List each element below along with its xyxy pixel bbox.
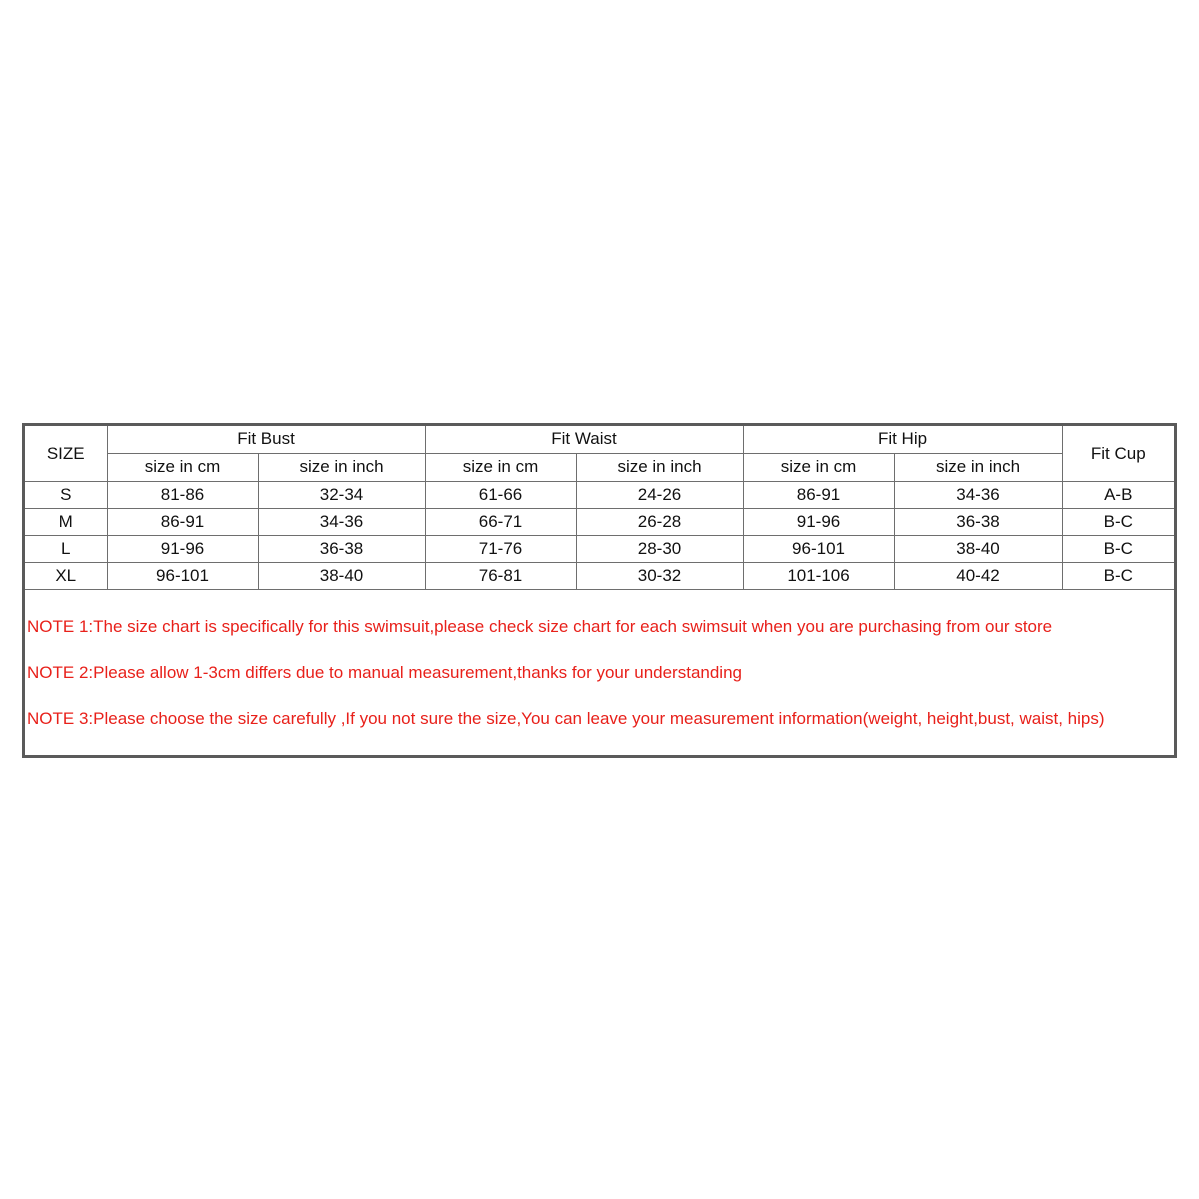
cup-cell: B-C xyxy=(1062,563,1174,590)
table-row xyxy=(25,536,1174,563)
bust-cm-cell: 81-86 xyxy=(107,482,258,509)
note-2: NOTE 2:Please allow 1-3cm differs due to manual measurement,thanks for your understanding xyxy=(27,663,742,682)
subheader-hip-inch: size in inch xyxy=(894,453,1062,481)
hip-inch-cell: 38-40 xyxy=(894,536,1062,563)
subheader-bust-cm: size in cm xyxy=(107,453,258,481)
size-cell: M xyxy=(25,509,107,536)
subheader-hip-cm: size in cm xyxy=(743,453,894,481)
note-1: NOTE 1:The size chart is specifically for this swimsuit,please check size chart for each swimsuit when you are purchasing from our store xyxy=(27,617,1053,636)
size-table xyxy=(25,426,1174,590)
cup-cell: B-C xyxy=(1062,509,1174,536)
table-row xyxy=(25,482,1174,509)
table-header-row xyxy=(25,426,1174,453)
subheader-waist-cm: size in cm xyxy=(425,453,576,481)
size-cell: XL xyxy=(25,563,107,590)
cup-header: Fit Cup xyxy=(1062,426,1174,482)
table-subheader-row xyxy=(25,453,1174,481)
size-cell: S xyxy=(25,482,107,509)
group-header-waist: Fit Waist xyxy=(425,426,743,453)
note-3: NOTE 3:Please choose the size carefully ,If you not sure the size,You can leave your measurement information(weight, height,bust, waist, hips) xyxy=(27,709,1105,728)
subheader-waist-inch: size in inch xyxy=(576,453,743,481)
table-row xyxy=(25,509,1174,536)
waist-inch-cell: 26-28 xyxy=(576,509,743,536)
hip-cm-cell: 86-91 xyxy=(743,482,894,509)
subheader-bust-inch: size in inch xyxy=(258,453,425,481)
size-header: SIZE xyxy=(25,426,107,482)
cup-cell: B-C xyxy=(1062,536,1174,563)
group-header-hip: Fit Hip xyxy=(743,426,1062,453)
group-header-bust: Fit Bust xyxy=(107,426,425,453)
waist-cm-cell: 66-71 xyxy=(425,509,576,536)
size-chart xyxy=(22,423,1177,758)
hip-cm-cell: 91-96 xyxy=(743,509,894,536)
bust-cm-cell: 91-96 xyxy=(107,536,258,563)
hip-cm-cell: 101-106 xyxy=(743,563,894,590)
hip-inch-cell: 40-42 xyxy=(894,563,1062,590)
hip-inch-cell: 34-36 xyxy=(894,482,1062,509)
bust-cm-cell: 86-91 xyxy=(107,509,258,536)
waist-cm-cell: 61-66 xyxy=(425,482,576,509)
hip-inch-cell: 36-38 xyxy=(894,509,1062,536)
size-cell: L xyxy=(25,536,107,563)
bust-inch-cell: 32-34 xyxy=(258,482,425,509)
bust-cm-cell: 96-101 xyxy=(107,563,258,590)
waist-cm-cell: 71-76 xyxy=(425,536,576,563)
waist-cm-cell: 76-81 xyxy=(425,563,576,590)
table-row xyxy=(25,563,1174,590)
bust-inch-cell: 34-36 xyxy=(258,509,425,536)
waist-inch-cell: 30-32 xyxy=(576,563,743,590)
bust-inch-cell: 38-40 xyxy=(258,563,425,590)
waist-inch-cell: 28-30 xyxy=(576,536,743,563)
waist-inch-cell: 24-26 xyxy=(576,482,743,509)
hip-cm-cell: 96-101 xyxy=(743,536,894,563)
cup-cell: A-B xyxy=(1062,482,1174,509)
bust-inch-cell: 36-38 xyxy=(258,536,425,563)
